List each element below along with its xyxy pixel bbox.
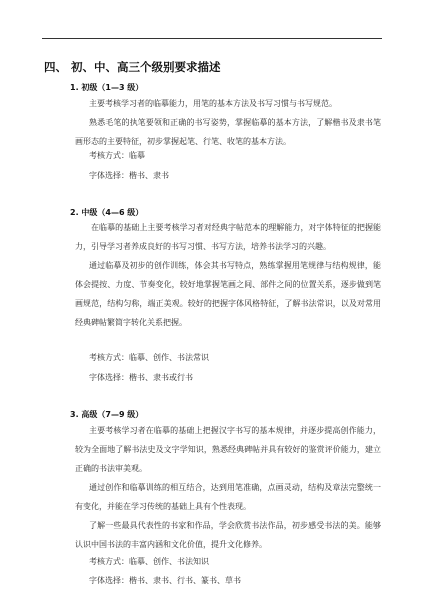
advanced-paragraph-1: 主要考核学习者在临摹的基础上把握汉字书写的基本规律，并逐步提高创作能力，较为全面地了解书法史及文字学知识，熟悉经典碑帖并具有较好的鉴赏评价能力，建立正确的书法审美观。: [75, 426, 381, 473]
advanced-exam-method: 考核方式：临摹、创作、书法知识: [89, 557, 209, 566]
advanced-paragraph-3: 了解一些最具代表性的书家和作品，学会欣赏书法作品，初步感受书法的美。能够认识中国书法的丰富内涵和文化价值，提升文化修养。: [75, 521, 381, 549]
intermediate-paragraph-2: 通过临摹及初步的创作训练，体会其书写特点，熟练掌握用笔规律与结构规律，能体会提按、力度、节奏变化，较好地掌握笔画之间、部件之间的位置关系，逐步做到笔画规范，结构匀称，端正美观。较好的把握字体风格特征，了解书法常识，以及对常用经典碑帖繁简字转化关系把握。: [75, 261, 381, 327]
beginner-paragraph-2: 熟悉毛笔的执笔要领和正确的书写姿势，掌握临摹的基本方法，了解楷书及隶书笔画形态的主要特征，初步掌握起笔、行笔、收笔的基本方法。: [75, 118, 381, 146]
beginner-level-title: 1. 初级（1—3 级）: [70, 83, 144, 92]
intermediate-font-choice: 字体选择：楷书、隶书或行书: [89, 373, 193, 382]
intermediate-level-title: 2. 中级（4—6 级）: [70, 208, 144, 217]
advanced-level-title: 3. 高级（7—9 级）: [70, 410, 144, 419]
beginner-paragraph-1: 主要考核学习者的临摹能力，用笔的基本方法及书写习惯与书写规范。: [89, 99, 337, 108]
top-rule: [42, 38, 382, 39]
beginner-exam-method: 考核方式：临摹: [89, 151, 145, 160]
advanced-paragraph-2: 通过创作和临摹训练的相互结合，达到用笔准确，点画灵动，结构及章法完整统一有变化，并能在学习传统的基础上具有个性表现。: [75, 483, 381, 511]
section-heading: 四、 初、中、高三个级别要求描述: [44, 60, 221, 74]
intermediate-exam-method: 考核方式：临摹、创作、书法常识: [89, 353, 209, 362]
intermediate-paragraph-1: 在临摹的基础上主要考核学习者对经典字帖范本的理解能力，对字体特征的把握能力，引导学习者养成良好的书写习惯、书写方法，培养书法学习的兴趣。: [75, 223, 381, 251]
beginner-font-choice: 字体选择：楷书、隶书: [89, 171, 169, 180]
advanced-font-choice: 字体选择：楷书、隶书、行书、篆书、草书: [89, 576, 241, 585]
